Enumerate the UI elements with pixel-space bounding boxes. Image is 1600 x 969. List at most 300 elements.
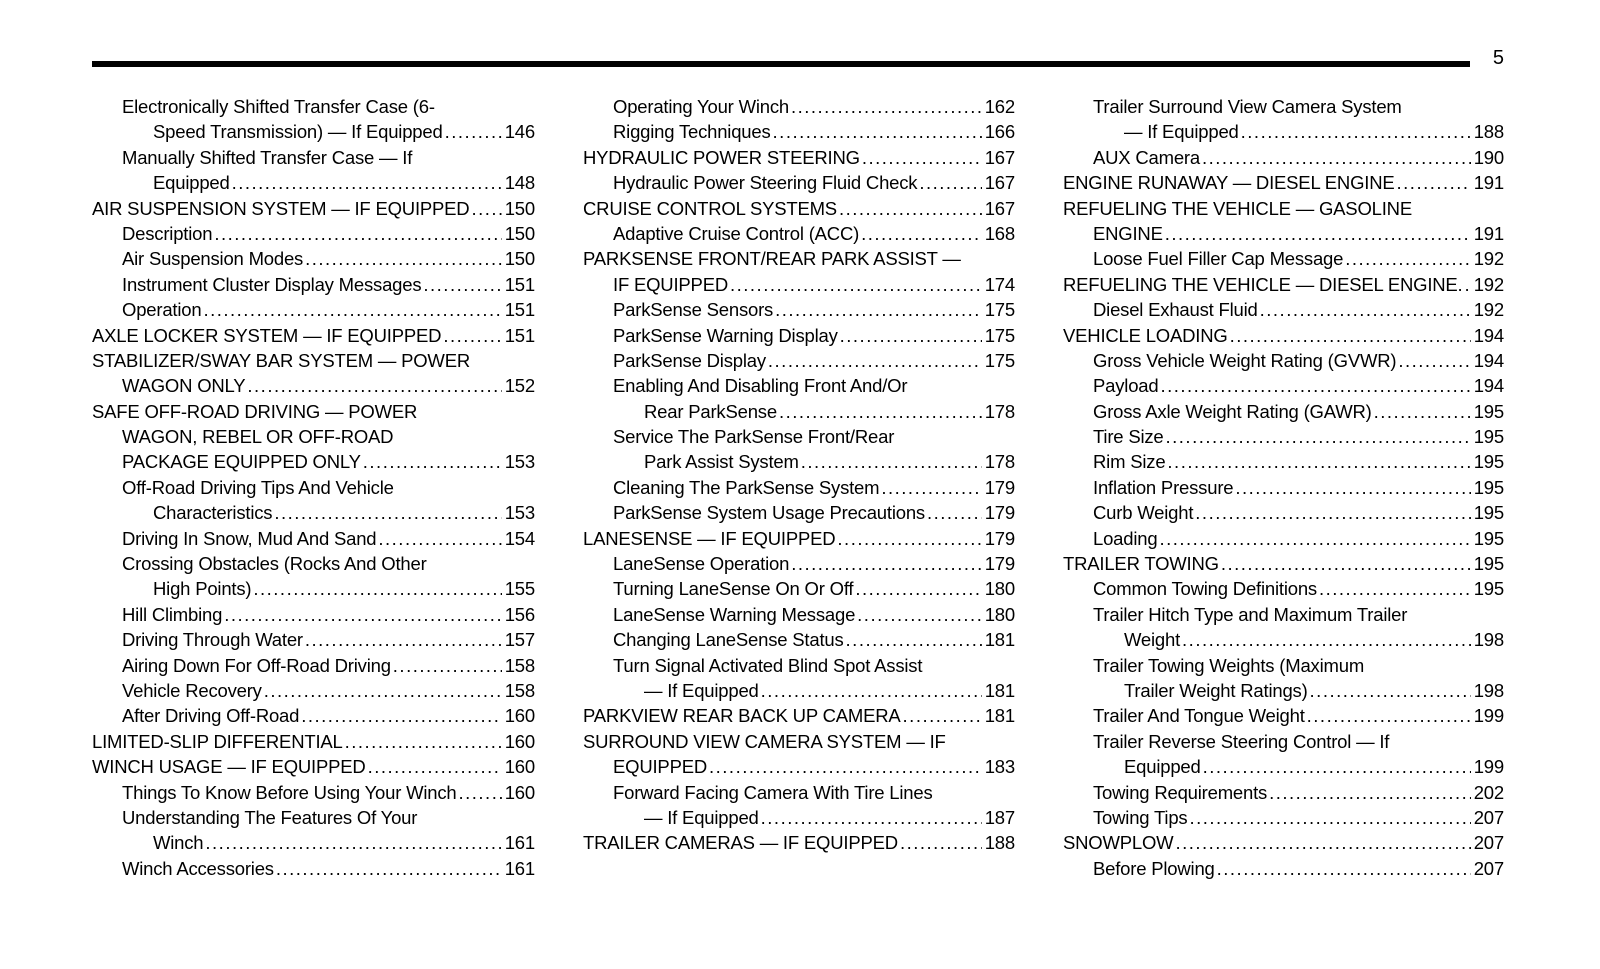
table-of-contents [92,94,1504,881]
toc-line [1063,297,1504,322]
dot-leader [247,373,501,398]
toc-entry-text: Crossing Obstacles (Rocks And Other [122,553,427,575]
toc-entry-text: Winch [153,832,204,854]
toc-entry-text: Forward Facing Camera With Tire Lines [613,781,933,803]
toc-page-ref: 195 [1473,451,1504,473]
toc-page-ref: 195 [1473,502,1504,524]
toc-line [583,754,1015,779]
toc-page-ref: 188 [1473,121,1504,143]
toc-line [1063,94,1504,119]
toc-entry-text: Rear ParkSense [644,400,777,422]
dot-leader [393,653,502,678]
toc-entry-text: LANESENSE — IF EQUIPPED [583,527,836,549]
toc-line [1063,119,1504,144]
toc-line [583,196,1015,221]
toc-page-ref: 158 [504,679,535,701]
toc-line [92,272,535,297]
toc-line [92,602,535,627]
dot-leader [1260,297,1471,322]
header-rule [92,61,1470,67]
toc-line [92,805,535,830]
dot-leader [276,856,502,881]
toc-page-ref: 187 [984,806,1015,828]
toc-line [1063,627,1504,652]
toc-entry-text: Turning LaneSense On Or Off [613,578,854,600]
toc-line [92,297,535,322]
dot-leader [857,602,982,627]
dot-leader [1195,500,1470,525]
toc-entry-text: Hydraulic Power Steering Fluid Check [613,172,918,194]
toc-page-ref: 195 [1473,553,1504,575]
toc-entry-text: Trailer And Tongue Weight [1093,705,1305,727]
toc-page-ref: 207 [1473,806,1504,828]
toc-line [583,653,1015,678]
toc-line [92,551,535,576]
toc-entry-text: HYDRAULIC POWER STEERING [583,146,860,168]
toc-page-ref: 175 [984,349,1015,371]
toc-entry-text: Cleaning The ParkSense System [613,476,880,498]
dot-leader [1166,424,1471,449]
toc-page-ref: 146 [504,121,535,143]
toc-page-ref: 194 [1473,324,1504,346]
toc-page-ref: 178 [984,451,1015,473]
dot-leader [881,475,981,500]
toc-entry-text: WAGON ONLY [122,375,246,397]
toc-entry-text: PACKAGE EQUIPPED ONLY [122,451,361,473]
toc-page-ref: 178 [984,400,1015,422]
dot-leader [214,221,501,246]
toc-entry-text: Characteristics [153,502,273,524]
dot-leader [1465,272,1471,297]
dot-leader [839,196,982,221]
toc-page-ref: 198 [1473,629,1504,651]
toc-page-ref: 202 [1473,781,1504,803]
toc-line [1063,272,1504,297]
toc-entry-text: Description [122,222,213,244]
toc-page-ref: 195 [1473,400,1504,422]
toc-page-ref: 167 [984,146,1015,168]
toc-entry-text: ENGINE [1093,222,1163,244]
toc-line [92,119,535,144]
toc-entry-text: LaneSense Warning Message [613,603,856,625]
toc-line [583,526,1015,551]
toc-line [92,449,535,474]
toc-entry-text: Curb Weight [1093,502,1194,524]
dot-leader [773,119,982,144]
toc-page-ref: 190 [1473,146,1504,168]
toc-entry-text: ENGINE RUNAWAY — DIESEL ENGINE [1063,172,1395,194]
toc-line [583,170,1015,195]
toc-page-ref: 150 [504,222,535,244]
toc-page-ref: 166 [984,121,1015,143]
dot-leader [1189,805,1470,830]
toc-page-ref: 160 [504,730,535,752]
toc-line [583,348,1015,373]
toc-page-ref: 153 [504,451,535,473]
dot-leader [791,551,982,576]
dot-leader [224,602,502,627]
toc-entry-text: AIR SUSPENSION SYSTEM — IF EQUIPPED [92,197,470,219]
toc-page-ref: 151 [504,324,535,346]
dot-leader [761,678,982,703]
toc-page-ref: 160 [504,756,535,778]
toc-page-ref: 180 [984,603,1015,625]
toc-line [92,145,535,170]
toc-page-ref: 191 [1473,222,1504,244]
dot-leader [203,297,501,322]
toc-line [92,94,535,119]
toc-line [583,780,1015,805]
toc-entry-text: Gross Vehicle Weight Rating (GVWR) [1093,349,1397,371]
toc-entry-text: Vehicle Recovery [122,679,262,701]
toc-page-ref: 148 [504,172,535,194]
toc-page-ref: 151 [504,299,535,321]
toc-page-ref: 175 [984,299,1015,321]
toc-page-ref: 192 [1473,248,1504,270]
dot-leader [253,576,501,601]
toc-entry-text: Operation [122,299,202,321]
toc-page-ref: 194 [1473,349,1504,371]
toc-page-ref: 188 [984,832,1015,854]
toc-line [1063,170,1504,195]
toc-entry-text: Trailer Reverse Steering Control — If [1093,730,1390,752]
toc-page-ref: 181 [984,705,1015,727]
toc-line [92,653,535,678]
toc-page-ref: 167 [984,197,1015,219]
toc-line [1063,856,1504,881]
toc-page-ref: 152 [504,375,535,397]
toc-entry-text: High Points) [153,578,252,600]
toc-line [92,221,535,246]
toc-line [92,323,535,348]
toc-line [1063,196,1504,221]
toc-line [1063,399,1504,424]
toc-line [583,145,1015,170]
toc-line [583,399,1015,424]
dot-leader [840,323,982,348]
dot-leader [232,170,502,195]
toc-line [583,551,1015,576]
toc-line [1063,602,1504,627]
dot-leader [1397,170,1471,195]
toc-entry-text: Driving Through Water [122,629,303,651]
dot-leader [919,170,981,195]
dot-leader [459,780,502,805]
toc-entry-text: Enabling And Disabling Front And/Or [613,375,908,397]
toc-entry-text: Equipped [1124,756,1201,778]
dot-leader [1235,475,1470,500]
toc-line [583,602,1015,627]
toc-entry-text: Trailer Towing Weights (Maximum [1093,654,1365,676]
toc-line [1063,246,1504,271]
toc-entry-text: Hill Climbing [122,603,223,625]
dot-leader [264,678,502,703]
toc-entry-text: Air Suspension Modes [122,248,304,270]
toc-entry-text: LaneSense Operation [613,553,790,575]
dot-leader [423,272,501,297]
toc-line [92,424,535,449]
dot-leader [1241,119,1471,144]
toc-entry-text: Manually Shifted Transfer Case — If [122,146,413,168]
toc-entry-text: Service The ParkSense Front/Rear [613,426,895,448]
toc-page-ref: 158 [504,654,535,676]
toc-entry-text: — If Equipped [1124,121,1239,143]
toc-entry-text: SNOWPLOW [1063,832,1174,854]
toc-line [92,526,535,551]
toc-page-ref: 167 [984,172,1015,194]
page-number: 5 [1492,47,1504,69]
toc-entry-text: Towing Tips [1093,806,1188,828]
dot-leader [1374,399,1471,424]
toc-entry-text: Off-Road Driving Tips And Vehicle [122,476,394,498]
toc-line [1063,551,1504,576]
toc-page-ref: 195 [1473,527,1504,549]
toc-entry-text: Driving In Snow, Mud And Sand [122,527,377,549]
toc-line [92,830,535,855]
toc-entry-text: REFUELING THE VEHICLE — GASOLINE [1063,197,1412,219]
toc-page-ref: 150 [504,197,535,219]
toc-entry-text: Rigging Techniques [613,121,771,143]
toc-line [1063,373,1504,398]
toc-entry-text: Loading [1093,527,1158,549]
toc-page-ref: 179 [984,502,1015,524]
toc-page-ref: 174 [984,273,1015,295]
toc-page-ref: 155 [504,578,535,600]
toc-line [92,576,535,601]
toc-line [92,196,535,221]
toc-entry-text: Towing Requirements [1093,781,1268,803]
toc-line [92,678,535,703]
toc-page-ref: 192 [1473,299,1504,321]
dot-leader [305,246,502,271]
toc-line [92,399,535,424]
toc-entry-text: Speed Transmission) — If Equipped [153,121,443,143]
toc-entry-text: TRAILER CAMERAS — IF EQUIPPED [583,832,898,854]
toc-entry-text: Tire Size [1093,426,1164,448]
toc-entry-text: Park Assist System [644,451,799,473]
toc-entry-text: VEHICLE LOADING [1063,324,1228,346]
toc-page-ref: 157 [504,629,535,651]
dot-leader [274,500,501,525]
toc-line [1063,805,1504,830]
toc-entry-text: Things To Know Before Using Your Winch [122,781,457,803]
toc-page-ref: 181 [984,679,1015,701]
toc-entry-text: Gross Axle Weight Rating (GAWR) [1093,400,1372,422]
toc-entry-text: Inflation Pressure [1093,476,1234,498]
dot-leader [445,119,502,144]
dot-leader [1167,449,1470,474]
dot-leader [1160,373,1470,398]
toc-page-ref: 161 [504,857,535,879]
toc-line [92,703,535,728]
toc-line [583,500,1015,525]
toc-entry-text: Electronically Shifted Transfer Case (6- [122,96,435,117]
toc-page-ref: 199 [1473,705,1504,727]
toc-line [1063,653,1504,678]
dot-leader [345,729,502,754]
toc-entry-text: — If Equipped [644,679,759,701]
dot-leader [1175,830,1470,855]
toc-column [1063,94,1504,881]
dot-leader [471,196,501,221]
toc-line [1063,475,1504,500]
toc-page-ref: 161 [504,832,535,854]
toc-line [583,424,1015,449]
dot-leader [1159,526,1470,551]
toc-line [583,119,1015,144]
toc-page-ref: 179 [984,527,1015,549]
toc-entry-text: Diesel Exhaust Fluid [1093,299,1258,321]
toc-entry-text: ParkSense Display [613,349,766,371]
dot-leader [846,627,982,652]
toc-line [92,475,535,500]
dot-leader [368,754,502,779]
toc-entry-text: WAGON, REBEL OR OFF-ROAD [122,426,394,448]
toc-entry-text: LIMITED-SLIP DIFFERENTIAL [92,730,343,752]
toc-page-ref: 150 [504,248,535,270]
dot-leader [903,703,982,728]
toc-line [583,830,1015,855]
toc-line [1063,424,1504,449]
toc-entry-text: Operating Your Winch [613,96,789,117]
dot-leader [900,830,982,855]
toc-page-ref: 156 [504,603,535,625]
toc-line [1063,145,1504,170]
toc-entry-text: Winch Accessories [122,857,274,879]
toc-page-ref: 195 [1473,476,1504,498]
dot-leader [837,526,981,551]
dot-leader [862,145,982,170]
toc-line [583,475,1015,500]
toc-line [92,729,535,754]
toc-page-ref: 179 [984,476,1015,498]
toc-entry-text: Turn Signal Activated Blind Spot Assist [613,654,923,676]
toc-entry-text: PARKVIEW REAR BACK UP CAMERA [583,705,901,727]
toc-entry-text: AUX Camera [1093,146,1200,168]
toc-line [1063,323,1504,348]
toc-line [1063,500,1504,525]
toc-page-ref: 195 [1473,426,1504,448]
toc-entry-text: Trailer Surround View Camera System [1093,96,1402,117]
toc-page-ref: 162 [984,96,1015,117]
toc-line [583,805,1015,830]
toc-line [583,449,1015,474]
toc-line [92,500,535,525]
toc-entry-text: REFUELING THE VEHICLE — DIESEL ENGINE. [1063,273,1463,295]
dot-leader [363,449,502,474]
toc-entry-text: After Driving Off-Road [122,705,300,727]
toc-line [1063,449,1504,474]
toc-line [1063,780,1504,805]
toc-line [583,576,1015,601]
toc-page-ref: 192 [1473,273,1504,295]
toc-entry-text: Understanding The Features Of Your [122,806,418,828]
toc-entry-text: Changing LaneSense Status [613,629,844,651]
toc-line [583,221,1015,246]
toc-line [1063,348,1504,373]
dot-leader [927,500,982,525]
toc-entry-text: ParkSense System Usage Precautions [613,502,925,524]
toc-page-ref: 175 [984,324,1015,346]
toc-page-ref: 179 [984,553,1015,575]
toc-line [583,272,1015,297]
dot-leader [443,323,501,348]
toc-page-ref: 195 [1473,578,1504,600]
toc-line [583,703,1015,728]
dot-leader [1165,221,1471,246]
toc-line [1063,729,1504,754]
toc-entry-text: Before Plowing [1093,857,1215,879]
toc-entry-text: Rim Size [1093,451,1166,473]
dot-leader [1217,856,1471,881]
toc-entry-text: Payload [1093,375,1159,397]
toc-entry-text: WINCH USAGE — IF EQUIPPED [92,756,366,778]
toc-line [583,678,1015,703]
toc-line [92,856,535,881]
toc-page-ref: 160 [504,781,535,803]
toc-page-ref: 194 [1473,375,1504,397]
toc-line [1063,678,1504,703]
toc-entry-text: ParkSense Warning Display [613,324,838,346]
dot-leader [791,94,982,119]
toc-page-ref: 160 [504,705,535,727]
dot-leader [1345,246,1470,271]
toc-entry-text: SAFE OFF-ROAD DRIVING — POWER [92,400,418,422]
toc-entry-text: Trailer Weight Ratings) [1124,679,1308,701]
toc-line [583,323,1015,348]
toc-line [583,297,1015,322]
toc-page-ref: 207 [1473,832,1504,854]
dot-leader [709,754,982,779]
toc-entry-text: Trailer Hitch Type and Maximum Trailer [1093,603,1408,625]
toc-line [1063,754,1504,779]
dot-leader [779,399,982,424]
dot-leader [378,526,501,551]
dot-leader [1269,780,1471,805]
toc-line [583,246,1015,271]
toc-page-ref: 153 [504,502,535,524]
toc-entry-text: — If Equipped [644,806,759,828]
dot-leader [801,449,982,474]
toc-line [92,170,535,195]
toc-entry-text: SURROUND VIEW CAMERA SYSTEM — IF [583,730,946,752]
toc-entry-text: Adaptive Cruise Control (ACC) [613,222,860,244]
dot-leader [1221,551,1471,576]
toc-line [583,373,1015,398]
toc-line [92,246,535,271]
toc-page-ref: 181 [984,629,1015,651]
toc-entry-text: PARKSENSE FRONT/REAR PARK ASSIST — [583,248,961,270]
toc-page-ref: 183 [984,756,1015,778]
toc-page-ref: 198 [1473,679,1504,701]
toc-entry-text: TRAILER TOWING [1063,553,1219,575]
toc-column [583,94,1015,881]
toc-line [1063,576,1504,601]
toc-page-ref: 207 [1473,857,1504,879]
dot-leader [1203,754,1471,779]
toc-entry-text: IF EQUIPPED [613,273,728,295]
toc-line [92,754,535,779]
dot-leader [730,272,982,297]
dot-leader [301,703,501,728]
dot-leader [1310,678,1471,703]
dot-leader [1230,323,1471,348]
toc-line [92,627,535,652]
toc-line [92,373,535,398]
dot-leader [1398,348,1470,373]
toc-line [92,348,535,373]
dot-leader [305,627,502,652]
